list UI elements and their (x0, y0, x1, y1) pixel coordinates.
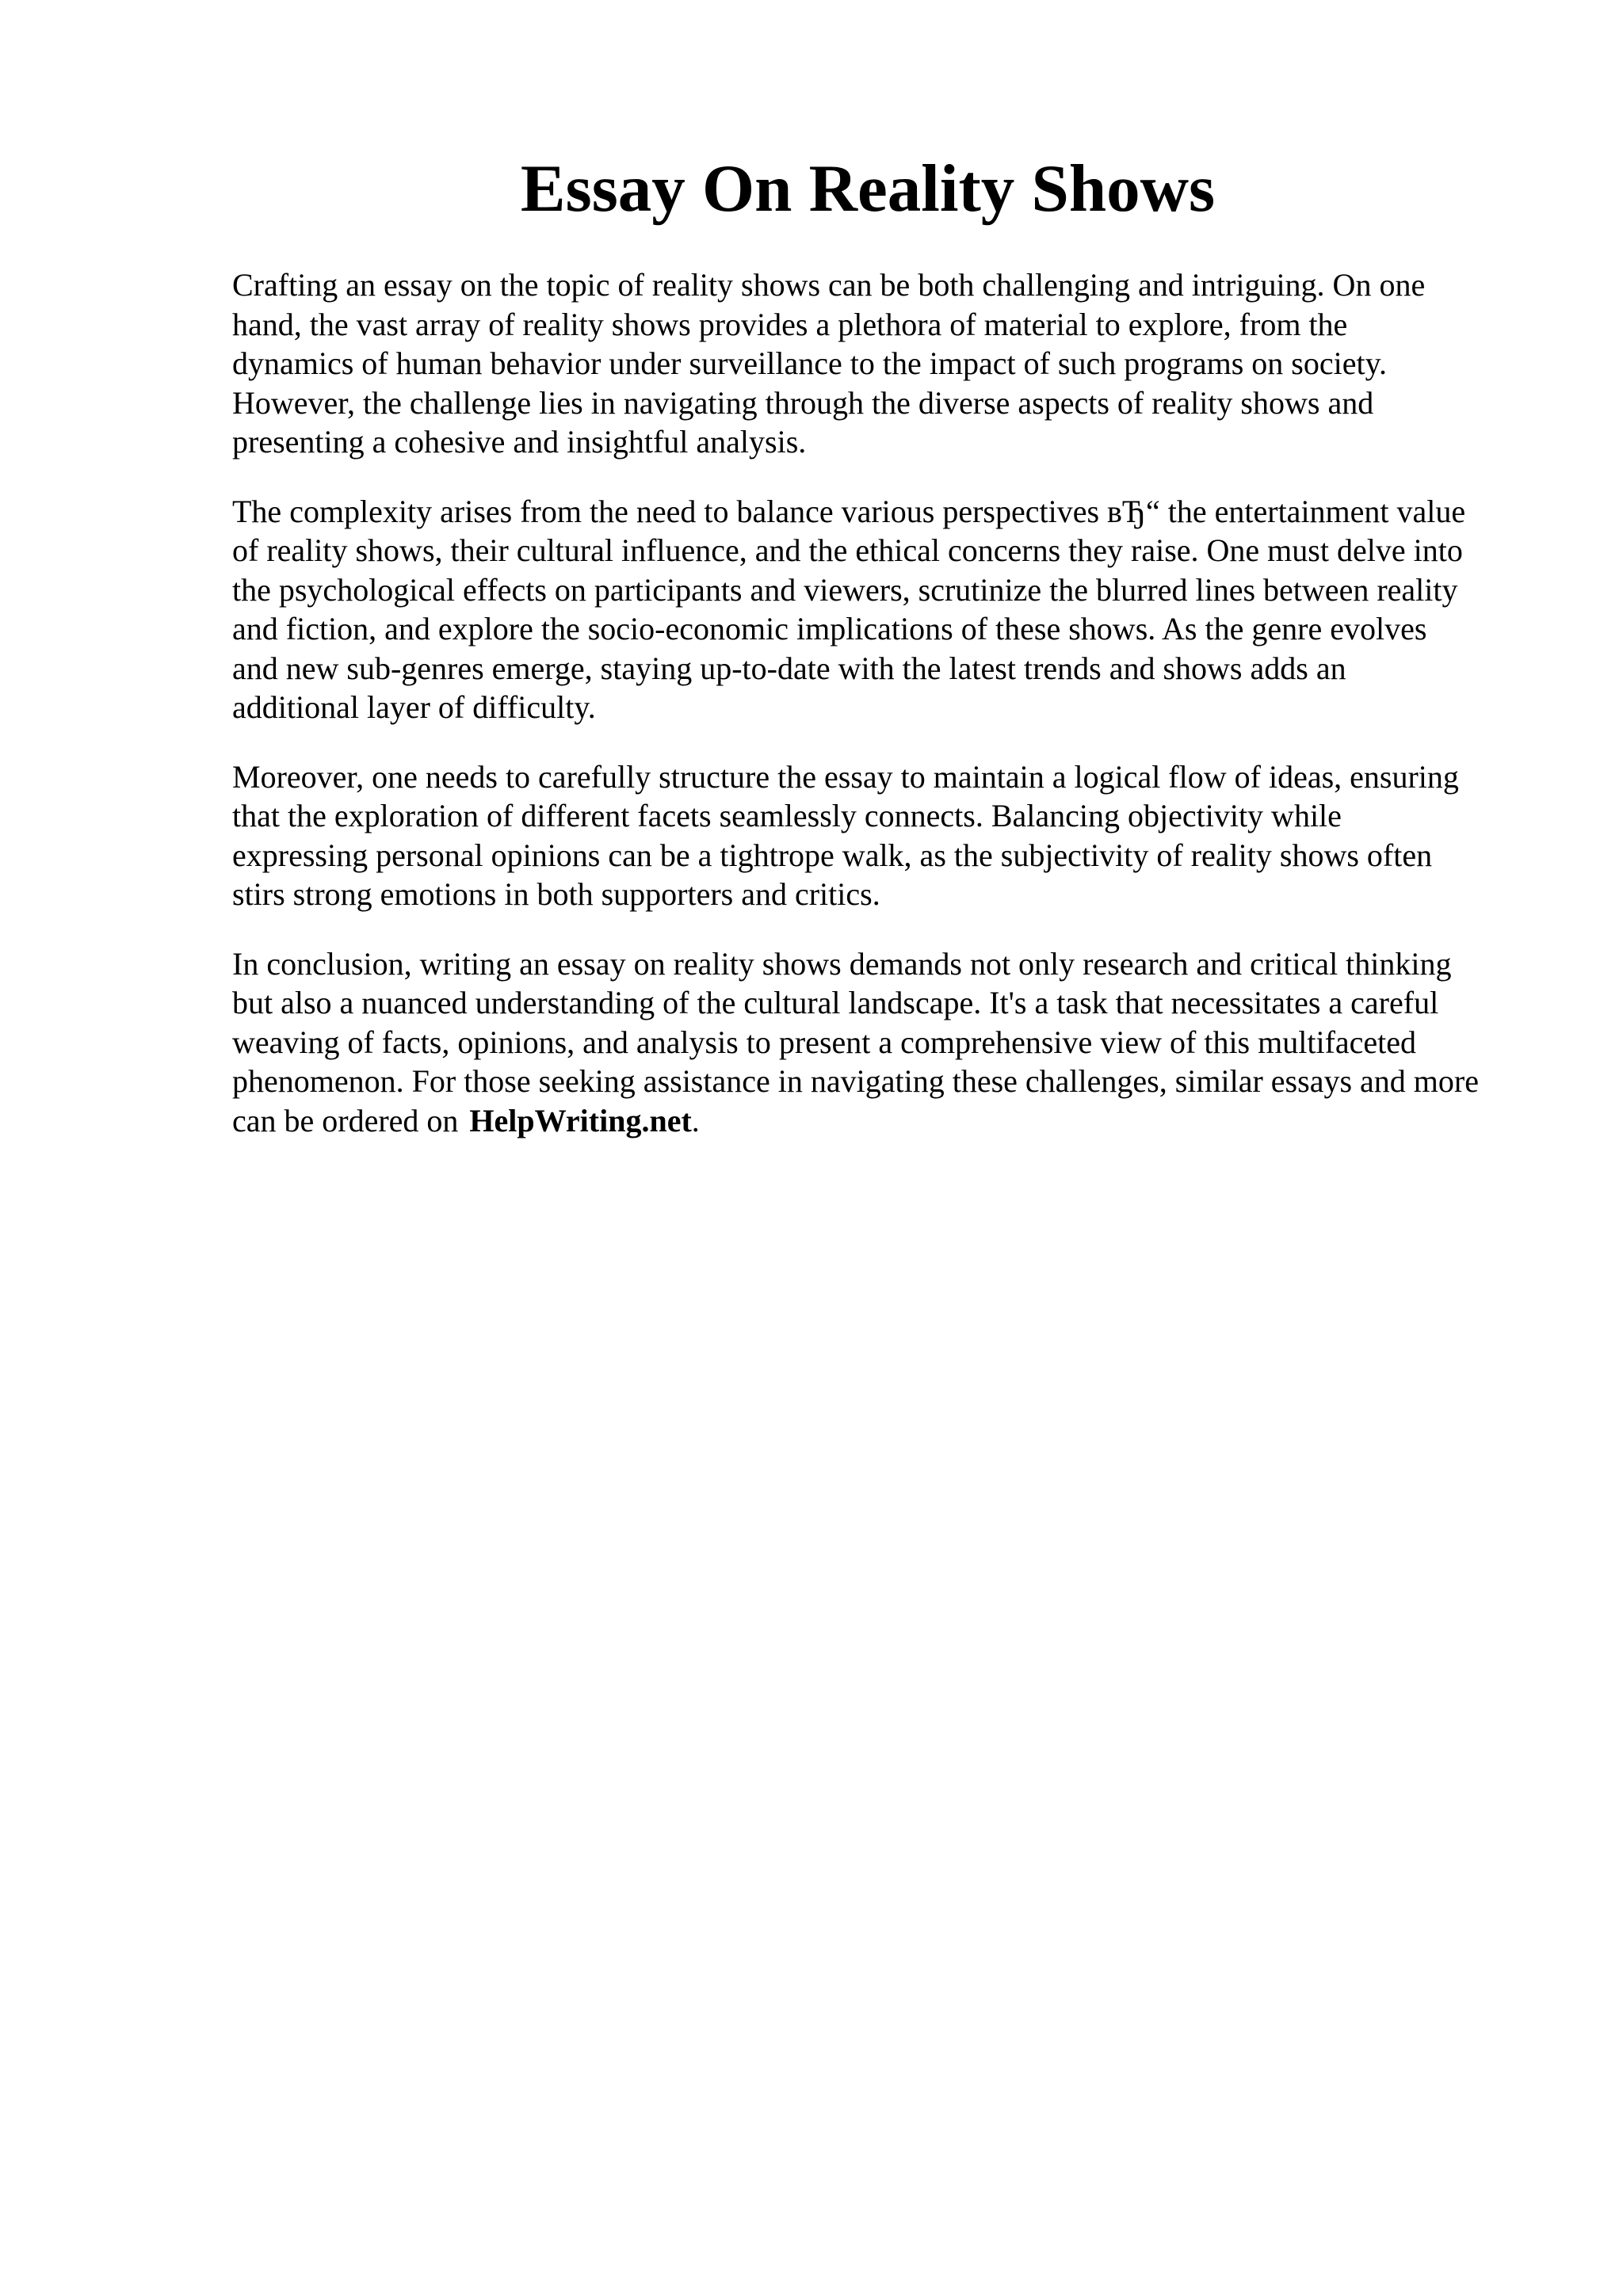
essay-body (232, 265, 1548, 1170)
text-line: weaving of facts, opinions, and analysis to present a comprehensive view of this multifaceted (232, 1024, 1417, 1060)
paragraph-3 (232, 757, 1548, 914)
text-line: and fiction, and explore the socio-economic implications of these shows. As the genre evolves (232, 611, 1427, 646)
paragraph-4 (232, 944, 1548, 1141)
closing-suffix: . (691, 1102, 700, 1138)
paragraph-2 (232, 492, 1548, 727)
closing-line (232, 1101, 1548, 1141)
text-line: stirs strong emotions in both supporters and critics. (232, 876, 880, 912)
text-line: Moreover, one needs to carefully structure the essay to maintain a logical flow of ideas, ensuring (232, 758, 1459, 795)
text-line: phenomenon. For those seeking assistance in navigating these challenges, similar essays and more (232, 1063, 1479, 1099)
text-line: However, the challenge lies in navigating through the diverse aspects of reality shows and (232, 384, 1374, 421)
text-line: dynamics of human behavior under surveillance to the impact of such programs on society. (232, 345, 1387, 381)
text-line: additional layer of difficulty. (232, 689, 596, 725)
paragraph-1 (232, 265, 1548, 462)
text-line: presenting a cohesive and insightful analysis. (232, 424, 807, 460)
text-line: Crafting an essay on the topic of reality shows can be both challenging and intriguing. On one (232, 267, 1426, 303)
text-line: that the exploration of different facets seamlessly connects. Balancing objectivity while (232, 798, 1342, 833)
text-line: In conclusion, writing an essay on reality shows demands not only research and critical thinking (232, 945, 1452, 982)
text-line: The complexity arises from the need to balance various perspectives вЂ“ the entertainment value (232, 493, 1466, 529)
text-line: expressing personal opinions can be a tightrope walk, as the subjectivity of reality shows often (232, 837, 1433, 873)
text-line: and new sub-genres emerge, staying up-to-date with the latest trends and shows adds an (232, 650, 1346, 686)
page-title: Essay On Reality Shows (520, 151, 1216, 226)
text-line: of reality shows, their cultural influence, and the ethical concerns they raise. One must delve into (232, 532, 1463, 568)
text-line: hand, the vast array of reality shows provides a plethora of material to explore, from the (232, 306, 1348, 342)
closing-prefix: can be ordered on (232, 1102, 459, 1138)
helpwriting-link[interactable]: HelpWriting.net (469, 1102, 692, 1138)
text-line: but also a nuanced understanding of the cultural landscape. It's a task that necessitates a careful (232, 985, 1439, 1020)
text-line: the psychological effects on participants and viewers, scrutinize the blurred lines between reality (232, 571, 1458, 608)
